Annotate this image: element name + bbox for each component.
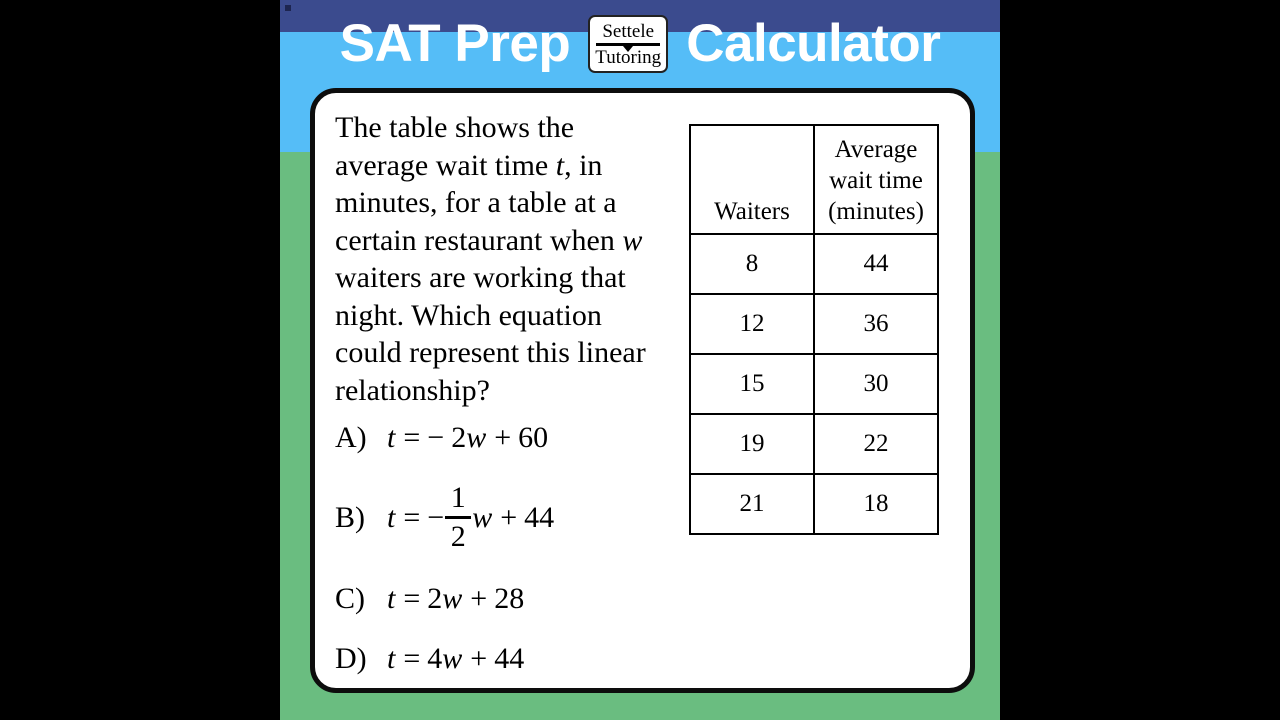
eq-b-sign: − [427,500,445,534]
header-bar [280,0,1000,88]
cell-waiters: 15 [690,354,814,414]
cell-wait-time: 22 [814,414,938,474]
table-header-wait-line3: (minutes) [828,198,924,225]
eq-a-constant: 60 [518,421,549,454]
cell-wait-time: 30 [814,354,938,414]
eq-a-equals: = [403,421,421,454]
eq-b-plus: + [500,500,518,534]
eq-a-coefficient: 2 [451,421,467,454]
table-header-waiters [690,125,814,234]
answer-choice-d[interactable] [335,636,735,682]
answer-choice-c-label: C) [335,582,365,615]
eq-b-lhs: t [387,500,396,534]
logo-divider-rule [596,43,660,46]
answer-choices-list [335,415,735,682]
eq-b-equals: = [403,500,421,534]
eq-d-coefficient: 4 [427,642,443,675]
question-variable-w: w [622,223,643,257]
table-header-wait-line2: wait time [829,167,923,194]
table-header-wait-line1: Average [834,136,918,163]
table-row [690,354,938,414]
table-header-waiters-line1: Waiters [714,198,790,225]
eq-b-numerator: 1 [450,481,466,514]
answer-choice-d-equation [387,642,524,676]
eq-c-equals: = [403,582,421,615]
letterbox-right [1000,0,1280,720]
table-row [690,294,938,354]
eq-d-plus: + [470,642,488,675]
eq-d-constant: 44 [494,642,525,675]
settele-tutoring-logo [588,15,668,73]
eq-d-lhs: t [387,642,396,675]
cell-waiters: 19 [690,414,814,474]
table-header-row [690,125,938,234]
header-title-right: Calculator [686,14,941,73]
table-header-wait-time [814,125,938,234]
answer-choice-b[interactable] [335,481,735,554]
eq-a-var: w [466,421,487,454]
answer-choice-b-equation [387,481,554,554]
eq-a-plus: + [494,421,512,454]
answer-choice-c-equation [387,582,524,616]
fraction-bar [445,516,471,519]
answer-choice-c[interactable] [335,576,735,622]
eq-b-constant: 44 [524,500,555,534]
question-text-part3: waiters are working that night. Which equation could represent this linear relationship? [335,261,646,407]
table-head [690,125,938,234]
slide-content [280,0,1000,720]
cell-wait-time: 18 [814,474,938,534]
cell-waiters: 8 [690,234,814,294]
cell-waiters: 21 [690,474,814,534]
logo-line-settele: Settele [602,20,655,42]
eq-c-constant: 28 [494,582,525,615]
eq-a-sign: − [427,421,445,454]
logo-line-tutoring: Tutoring [595,46,662,68]
cell-wait-time: 36 [814,294,938,354]
question-variable-t: t [555,148,565,182]
question-prompt [335,109,665,409]
eq-c-coefficient: 2 [427,582,443,615]
answer-choice-a[interactable] [335,415,735,461]
eq-d-var: w [442,642,463,675]
eq-c-plus: + [470,582,488,615]
eq-b-var: w [472,500,493,534]
eq-c-var: w [442,582,463,615]
eq-b-denominator: 2 [450,520,466,553]
answer-choice-d-label: D) [335,642,367,675]
cell-waiters: 12 [690,294,814,354]
cell-wait-time: 44 [814,234,938,294]
caret-down-icon [623,46,633,52]
table-row [690,234,938,294]
table-body [690,234,938,534]
header-title-left: SAT Prep [339,14,571,73]
eq-d-equals: = [403,642,421,675]
eq-c-lhs: t [387,582,396,615]
eq-a-lhs: t [387,421,396,454]
answer-choice-b-label: B) [335,500,365,534]
eq-b-fraction [445,481,471,554]
question-text-part1: The table shows the average wait time [335,111,575,182]
letterbox-left [0,0,280,720]
answer-choice-a-equation [387,421,548,455]
question-card [310,88,975,693]
question-text-part2: , in minutes, for a table at a certain restaurant when [335,148,623,257]
wait-time-data-table [689,124,939,535]
table-row [690,414,938,474]
answer-choice-a-label: A) [335,421,367,454]
table-row [690,474,938,534]
